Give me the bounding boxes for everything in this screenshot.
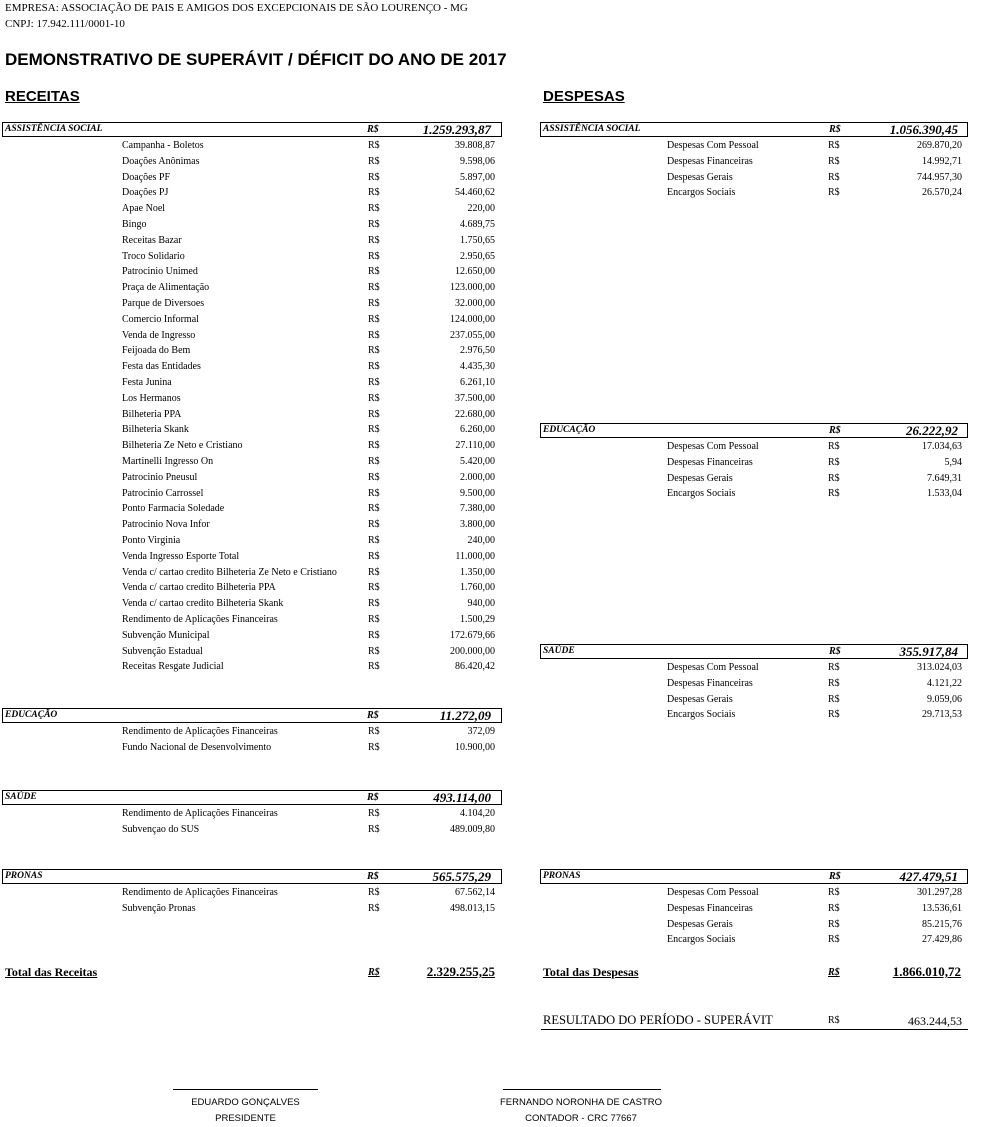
- item-description: Rendimento de Aplicações Financeiras: [122, 614, 278, 625]
- item-currency: R$: [368, 566, 380, 578]
- item-amount: 489.009,80: [450, 823, 495, 835]
- table-row: [0, 824, 1000, 839]
- table-row: [0, 266, 1000, 281]
- item-amount: 5.897,00: [460, 171, 495, 183]
- item-amount: 4.435,30: [460, 361, 495, 373]
- signature-name-contador: FERNANDO NORONHA DE CASTRO: [499, 1097, 663, 1108]
- item-description: Rendimento de Aplicações Financeiras: [122, 726, 278, 737]
- table-row: [0, 903, 1000, 918]
- item-description: Doações PF: [122, 171, 171, 183]
- item-amount: 1.750,65: [460, 234, 495, 246]
- table-row: [0, 694, 1000, 709]
- item-currency: R$: [368, 503, 380, 515]
- table-row: [0, 551, 1000, 566]
- item-description: Venda Ingresso Esporte Total: [122, 550, 240, 562]
- item-amount: 14.992,71: [922, 155, 962, 167]
- item-description: Venda de Ingresso: [122, 329, 196, 341]
- item-currency: R$: [368, 266, 380, 278]
- item-amount: 124.000,00: [450, 313, 495, 325]
- item-description: Venda c/ cartao credito Bilheteria Skank: [122, 598, 284, 610]
- table-row: [0, 251, 1000, 266]
- item-amount: 5.420,00: [460, 456, 495, 467]
- item-amount: 744.957,30: [917, 171, 962, 183]
- item-currency: R$: [828, 140, 840, 151]
- item-currency: R$: [828, 887, 840, 898]
- section-name: ASSISTÊNCIA SOCIAL: [5, 124, 103, 134]
- table-row: [0, 473, 1000, 488]
- table-row: [0, 282, 1000, 297]
- item-currency: R$: [368, 535, 380, 546]
- section-currency: R$: [367, 792, 379, 803]
- item-description: Patrocinio Pneusul: [122, 471, 198, 483]
- item-amount: 313.024,03: [917, 662, 962, 673]
- item-description: Receitas Bazar: [122, 234, 182, 246]
- table-row: [0, 742, 1000, 757]
- section-name: PRONAS: [5, 871, 43, 881]
- total-receitas-value: 2.329.255,25: [426, 964, 495, 979]
- item-amount: 32.000,00: [455, 298, 495, 309]
- item-amount: 498.013,15: [450, 902, 495, 914]
- item-amount: 4.689,75: [460, 219, 495, 230]
- item-amount: 11.000,00: [455, 550, 495, 562]
- item-currency: R$: [368, 392, 380, 404]
- item-description: Doações Anônimas: [122, 155, 200, 167]
- table-row: [0, 582, 1000, 597]
- table-row: [0, 457, 1000, 472]
- table-row: [0, 488, 1000, 503]
- item-amount: 54.460,62: [455, 187, 495, 199]
- table-row: [0, 377, 1000, 392]
- total-despesas-label: Total das Despesas: [543, 965, 639, 979]
- item-description: Troco Solidario: [122, 250, 185, 262]
- item-amount: 27.429,86: [922, 934, 962, 946]
- item-amount: 269.870,20: [917, 140, 962, 151]
- item-description: Despesas Gerais: [667, 472, 733, 484]
- total-despesas-currency: R$: [828, 967, 840, 978]
- item-description: Rendimento de Aplicações Financeiras: [122, 808, 278, 819]
- section-total: 1.259.293,87: [422, 122, 491, 137]
- table-row: [0, 441, 1000, 456]
- item-amount: 1.350,00: [460, 566, 495, 578]
- table-row: [0, 598, 1000, 613]
- table-row: [0, 919, 1000, 934]
- table-row: [0, 567, 1000, 582]
- section-total: 493.114,00: [433, 790, 491, 805]
- item-currency: R$: [368, 823, 380, 835]
- table-row: [0, 156, 1000, 171]
- item-currency: R$: [368, 741, 380, 753]
- section-total: 565.575,29: [432, 869, 491, 884]
- item-currency: R$: [368, 887, 380, 898]
- item-currency: R$: [368, 140, 380, 151]
- item-currency: R$: [368, 614, 380, 625]
- item-currency: R$: [368, 187, 380, 199]
- section-total: 427.479,51: [899, 869, 958, 884]
- item-amount: 7.649,31: [927, 472, 962, 484]
- table-row: [0, 678, 1000, 693]
- item-amount: 9.598,06: [460, 155, 495, 167]
- signature-role-presidente: PRESIDENTE: [215, 1113, 276, 1124]
- despesas-section-header: [540, 122, 968, 137]
- item-description: Doações PJ: [122, 187, 169, 199]
- signature-name-presidente: EDUARDO GONÇALVES: [191, 1097, 300, 1108]
- item-amount: 2.950,65: [460, 250, 495, 262]
- item-amount: 37.500,00: [455, 392, 495, 404]
- company-cnpj: CNPJ: 17.942.111/0001-10: [5, 18, 125, 30]
- item-description: Venda c/ cartao credito Bilheteria Ze Neto e Cristiano: [122, 566, 337, 578]
- item-description: Despesas Financeiras: [667, 902, 753, 914]
- item-description: Bilheteria Skank: [122, 424, 189, 436]
- item-amount: 1.500,29: [460, 614, 495, 625]
- item-currency: R$: [368, 519, 380, 531]
- item-currency: R$: [368, 808, 380, 819]
- despesas-section-header: [540, 644, 968, 659]
- despesas-heading: DESPESAS: [543, 88, 625, 105]
- item-description: Comercio Informal: [122, 313, 199, 325]
- item-currency: R$: [368, 282, 380, 294]
- table-row: [0, 172, 1000, 187]
- section-currency: R$: [829, 425, 841, 436]
- section-currency: R$: [829, 871, 841, 882]
- item-currency: R$: [368, 250, 380, 262]
- section-currency: R$: [367, 124, 379, 135]
- table-row: [0, 140, 1000, 155]
- item-currency: R$: [828, 902, 840, 914]
- item-amount: 2.000,00: [460, 471, 495, 483]
- item-currency: R$: [368, 424, 380, 436]
- item-description: Despesas Financeiras: [667, 677, 753, 689]
- section-name: ASSISTÊNCIA SOCIAL: [543, 124, 641, 134]
- item-description: Despesas Gerais: [667, 918, 733, 930]
- receitas-section-header: [2, 122, 502, 137]
- section-name: EDUCAÇÃO: [543, 425, 596, 435]
- item-amount: 29.713,53: [922, 709, 962, 721]
- section-currency: R$: [367, 871, 379, 882]
- item-description: Campanha - Boletos: [122, 140, 204, 151]
- section-currency: R$: [367, 710, 379, 721]
- item-currency: R$: [368, 345, 380, 357]
- table-row: [0, 662, 1000, 677]
- section-currency: R$: [829, 646, 841, 657]
- item-amount: 27.110,00: [455, 440, 495, 452]
- item-description: Praça de Alimentação: [122, 282, 210, 294]
- item-amount: 172.679,66: [450, 629, 495, 641]
- item-currency: R$: [828, 456, 840, 468]
- table-row: [0, 887, 1000, 902]
- item-amount: 1.760,00: [460, 582, 495, 594]
- item-amount: 3.800,00: [460, 519, 495, 531]
- item-description: Encargos Sociais: [667, 934, 736, 946]
- item-amount: 85.215,76: [922, 918, 962, 930]
- item-currency: R$: [368, 582, 380, 594]
- item-currency: R$: [828, 488, 840, 500]
- item-currency: R$: [368, 902, 380, 914]
- item-amount: 301.297,28: [917, 887, 962, 898]
- item-currency: R$: [368, 171, 380, 183]
- item-description: Parque de Diversoes: [122, 298, 205, 309]
- section-currency: R$: [829, 124, 841, 135]
- resultado-label: RESULTADO DO PERÍODO - SUPERÁVIT: [543, 1013, 773, 1027]
- item-amount: 22.680,00: [455, 408, 495, 420]
- item-description: Bingo: [122, 219, 147, 230]
- receitas-section-header: [2, 869, 502, 884]
- table-row: [0, 503, 1000, 518]
- item-currency: R$: [368, 726, 380, 737]
- table-row: [0, 235, 1000, 250]
- item-amount: 1.533,04: [927, 488, 962, 500]
- signature-role-contador: CONTADOR - CRC 77667: [525, 1113, 637, 1124]
- table-row: [0, 630, 1000, 645]
- item-currency: R$: [368, 203, 380, 215]
- section-name: EDUCAÇÃO: [5, 710, 58, 720]
- table-row: [0, 314, 1000, 329]
- signature-line-presidente: [173, 1089, 318, 1090]
- item-currency: R$: [368, 487, 380, 499]
- item-currency: R$: [828, 693, 840, 705]
- company-name: EMPRESA: ASSOCIAÇÃO DE PAIS E AMIGOS DOS EXCEPCIONAIS DE SÃO LOURENÇO - MG: [5, 2, 468, 14]
- item-description: Patrocinio Nova Infor: [122, 519, 210, 531]
- item-amount: 7.380,00: [460, 503, 495, 515]
- item-amount: 9.059,06: [927, 693, 962, 705]
- item-currency: R$: [828, 171, 840, 183]
- item-description: Bilheteria Ze Neto e Cristiano: [122, 440, 243, 452]
- item-currency: R$: [368, 408, 380, 420]
- table-row: [0, 519, 1000, 534]
- item-description: Despesas Financeiras: [667, 456, 753, 468]
- table-row: [0, 361, 1000, 376]
- item-description: Festa Junina: [122, 377, 172, 388]
- item-amount: 372,09: [467, 726, 495, 737]
- item-amount: 10.900,00: [455, 741, 495, 753]
- item-description: Rendimento de Aplicações Financeiras: [122, 887, 278, 898]
- item-currency: R$: [368, 440, 380, 452]
- section-total: 11.272,09: [439, 708, 491, 723]
- total-receitas-currency: R$: [368, 967, 380, 978]
- item-description: Despesas Com Pessoal: [667, 662, 759, 673]
- section-total: 26.222,92: [906, 423, 958, 438]
- section-name: SAÚDE: [543, 646, 575, 656]
- table-row: [0, 393, 1000, 408]
- item-description: Despesas Gerais: [667, 693, 733, 705]
- total-receitas-label: Total das Receitas: [5, 965, 98, 979]
- item-currency: R$: [828, 709, 840, 721]
- item-description: Feijoada do Bem: [122, 345, 191, 357]
- table-row: [0, 330, 1000, 345]
- item-description: Ponto Farmacia Soledade: [122, 503, 225, 515]
- signature-line-contador: [503, 1089, 661, 1090]
- item-amount: 67.562,14: [455, 887, 495, 898]
- item-description: Apae Noel: [122, 203, 166, 215]
- item-amount: 237.055,00: [450, 329, 495, 341]
- item-description: Subvenção Estadual: [122, 645, 203, 657]
- item-currency: R$: [828, 934, 840, 946]
- item-currency: R$: [828, 662, 840, 673]
- item-amount: 6.261,10: [460, 377, 495, 388]
- table-row: [0, 934, 1000, 949]
- item-description: Festa das Entidades: [122, 361, 201, 373]
- item-description: Martinelli Ingresso On: [122, 456, 214, 467]
- item-amount: 86.420,42: [455, 661, 495, 673]
- item-currency: R$: [368, 550, 380, 562]
- item-currency: R$: [368, 456, 380, 467]
- item-amount: 9.500,00: [460, 487, 495, 499]
- item-currency: R$: [368, 629, 380, 641]
- table-row: [0, 298, 1000, 313]
- item-currency: R$: [368, 298, 380, 309]
- item-description: Subvenção Pronas: [122, 902, 196, 914]
- item-amount: 2.976,50: [460, 345, 495, 357]
- table-row: [0, 614, 1000, 629]
- item-description: Encargos Sociais: [667, 709, 736, 721]
- item-amount: 39.808,87: [455, 140, 495, 151]
- item-amount: 240,00: [467, 535, 495, 546]
- resultado-currency: R$: [828, 1015, 840, 1026]
- resultado-underline: [541, 1029, 968, 1030]
- item-currency: R$: [368, 219, 380, 230]
- item-amount: 13.536,61: [922, 902, 962, 914]
- item-description: Ponto Virginia: [122, 535, 181, 546]
- section-total: 1.056.390,45: [889, 122, 958, 137]
- item-description: Patrocinio Carrossel: [122, 487, 204, 499]
- item-currency: R$: [368, 377, 380, 388]
- section-name: SAÚDE: [5, 792, 37, 802]
- despesas-section-header: [540, 423, 968, 438]
- item-amount: 26.570,24: [922, 187, 962, 199]
- item-amount: 200.000,00: [450, 645, 495, 657]
- item-description: Despesas Financeiras: [667, 155, 753, 167]
- item-currency: R$: [828, 187, 840, 199]
- receitas-heading: RECEITAS: [5, 88, 80, 105]
- item-currency: R$: [368, 361, 380, 373]
- item-currency: R$: [828, 918, 840, 930]
- table-row: [0, 345, 1000, 360]
- item-description: Despesas Com Pessoal: [667, 140, 759, 151]
- table-row: [0, 709, 1000, 724]
- page-title: DEMONSTRATIVO DE SUPERÁVIT / DÉFICIT DO ANO DE 2017: [5, 50, 507, 69]
- item-currency: R$: [368, 661, 380, 673]
- item-amount: 123.000,00: [450, 282, 495, 294]
- table-row: [0, 808, 1000, 823]
- item-amount: 5,94: [944, 456, 962, 468]
- item-amount: 12.650,00: [455, 266, 495, 278]
- total-despesas-value: 1.866.010,72: [892, 964, 961, 979]
- item-description: Los Hermanos: [122, 392, 181, 404]
- item-description: Patrocinio Unimed: [122, 266, 198, 278]
- table-row: [0, 203, 1000, 218]
- table-row: [0, 187, 1000, 202]
- item-description: Despesas Gerais: [667, 171, 733, 183]
- item-currency: R$: [368, 155, 380, 167]
- receitas-section-header: [2, 790, 502, 805]
- item-currency: R$: [828, 441, 840, 452]
- item-currency: R$: [368, 645, 380, 657]
- item-currency: R$: [368, 234, 380, 246]
- section-total: 355.917,84: [899, 644, 958, 659]
- item-currency: R$: [368, 329, 380, 341]
- item-currency: R$: [368, 313, 380, 325]
- item-description: Despesas Com Pessoal: [667, 887, 759, 898]
- item-amount: 220,00: [467, 203, 495, 215]
- item-currency: R$: [828, 472, 840, 484]
- item-description: Bilheteria PPA: [122, 408, 182, 420]
- item-amount: 17.034,63: [922, 441, 962, 452]
- table-row: [0, 726, 1000, 741]
- resultado-value: 463.244,53: [908, 1014, 962, 1028]
- table-row: [0, 535, 1000, 550]
- table-row: [0, 219, 1000, 234]
- section-name: PRONAS: [543, 871, 581, 881]
- item-description: Venda c/ cartao credito Bilheteria PPA: [122, 582, 276, 594]
- table-row: [0, 409, 1000, 424]
- item-description: Receitas Resgate Judicial: [122, 661, 224, 673]
- item-description: Fundo Nacional de Desenvolvimento: [122, 741, 272, 753]
- item-description: Encargos Sociais: [667, 488, 736, 500]
- item-description: Subvençao do SUS: [122, 823, 200, 835]
- item-amount: 6.260,00: [460, 424, 495, 436]
- item-description: Despesas Com Pessoal: [667, 441, 759, 452]
- item-currency: R$: [828, 677, 840, 689]
- item-amount: 4.121,22: [927, 677, 962, 689]
- item-description: Subvenção Municipal: [122, 629, 210, 641]
- item-description: Encargos Sociais: [667, 187, 736, 199]
- item-amount: 940,00: [467, 598, 495, 610]
- item-amount: 4.104,20: [460, 808, 495, 819]
- item-currency: R$: [368, 598, 380, 610]
- item-currency: R$: [368, 471, 380, 483]
- item-currency: R$: [828, 155, 840, 167]
- despesas-section-header: [540, 869, 968, 884]
